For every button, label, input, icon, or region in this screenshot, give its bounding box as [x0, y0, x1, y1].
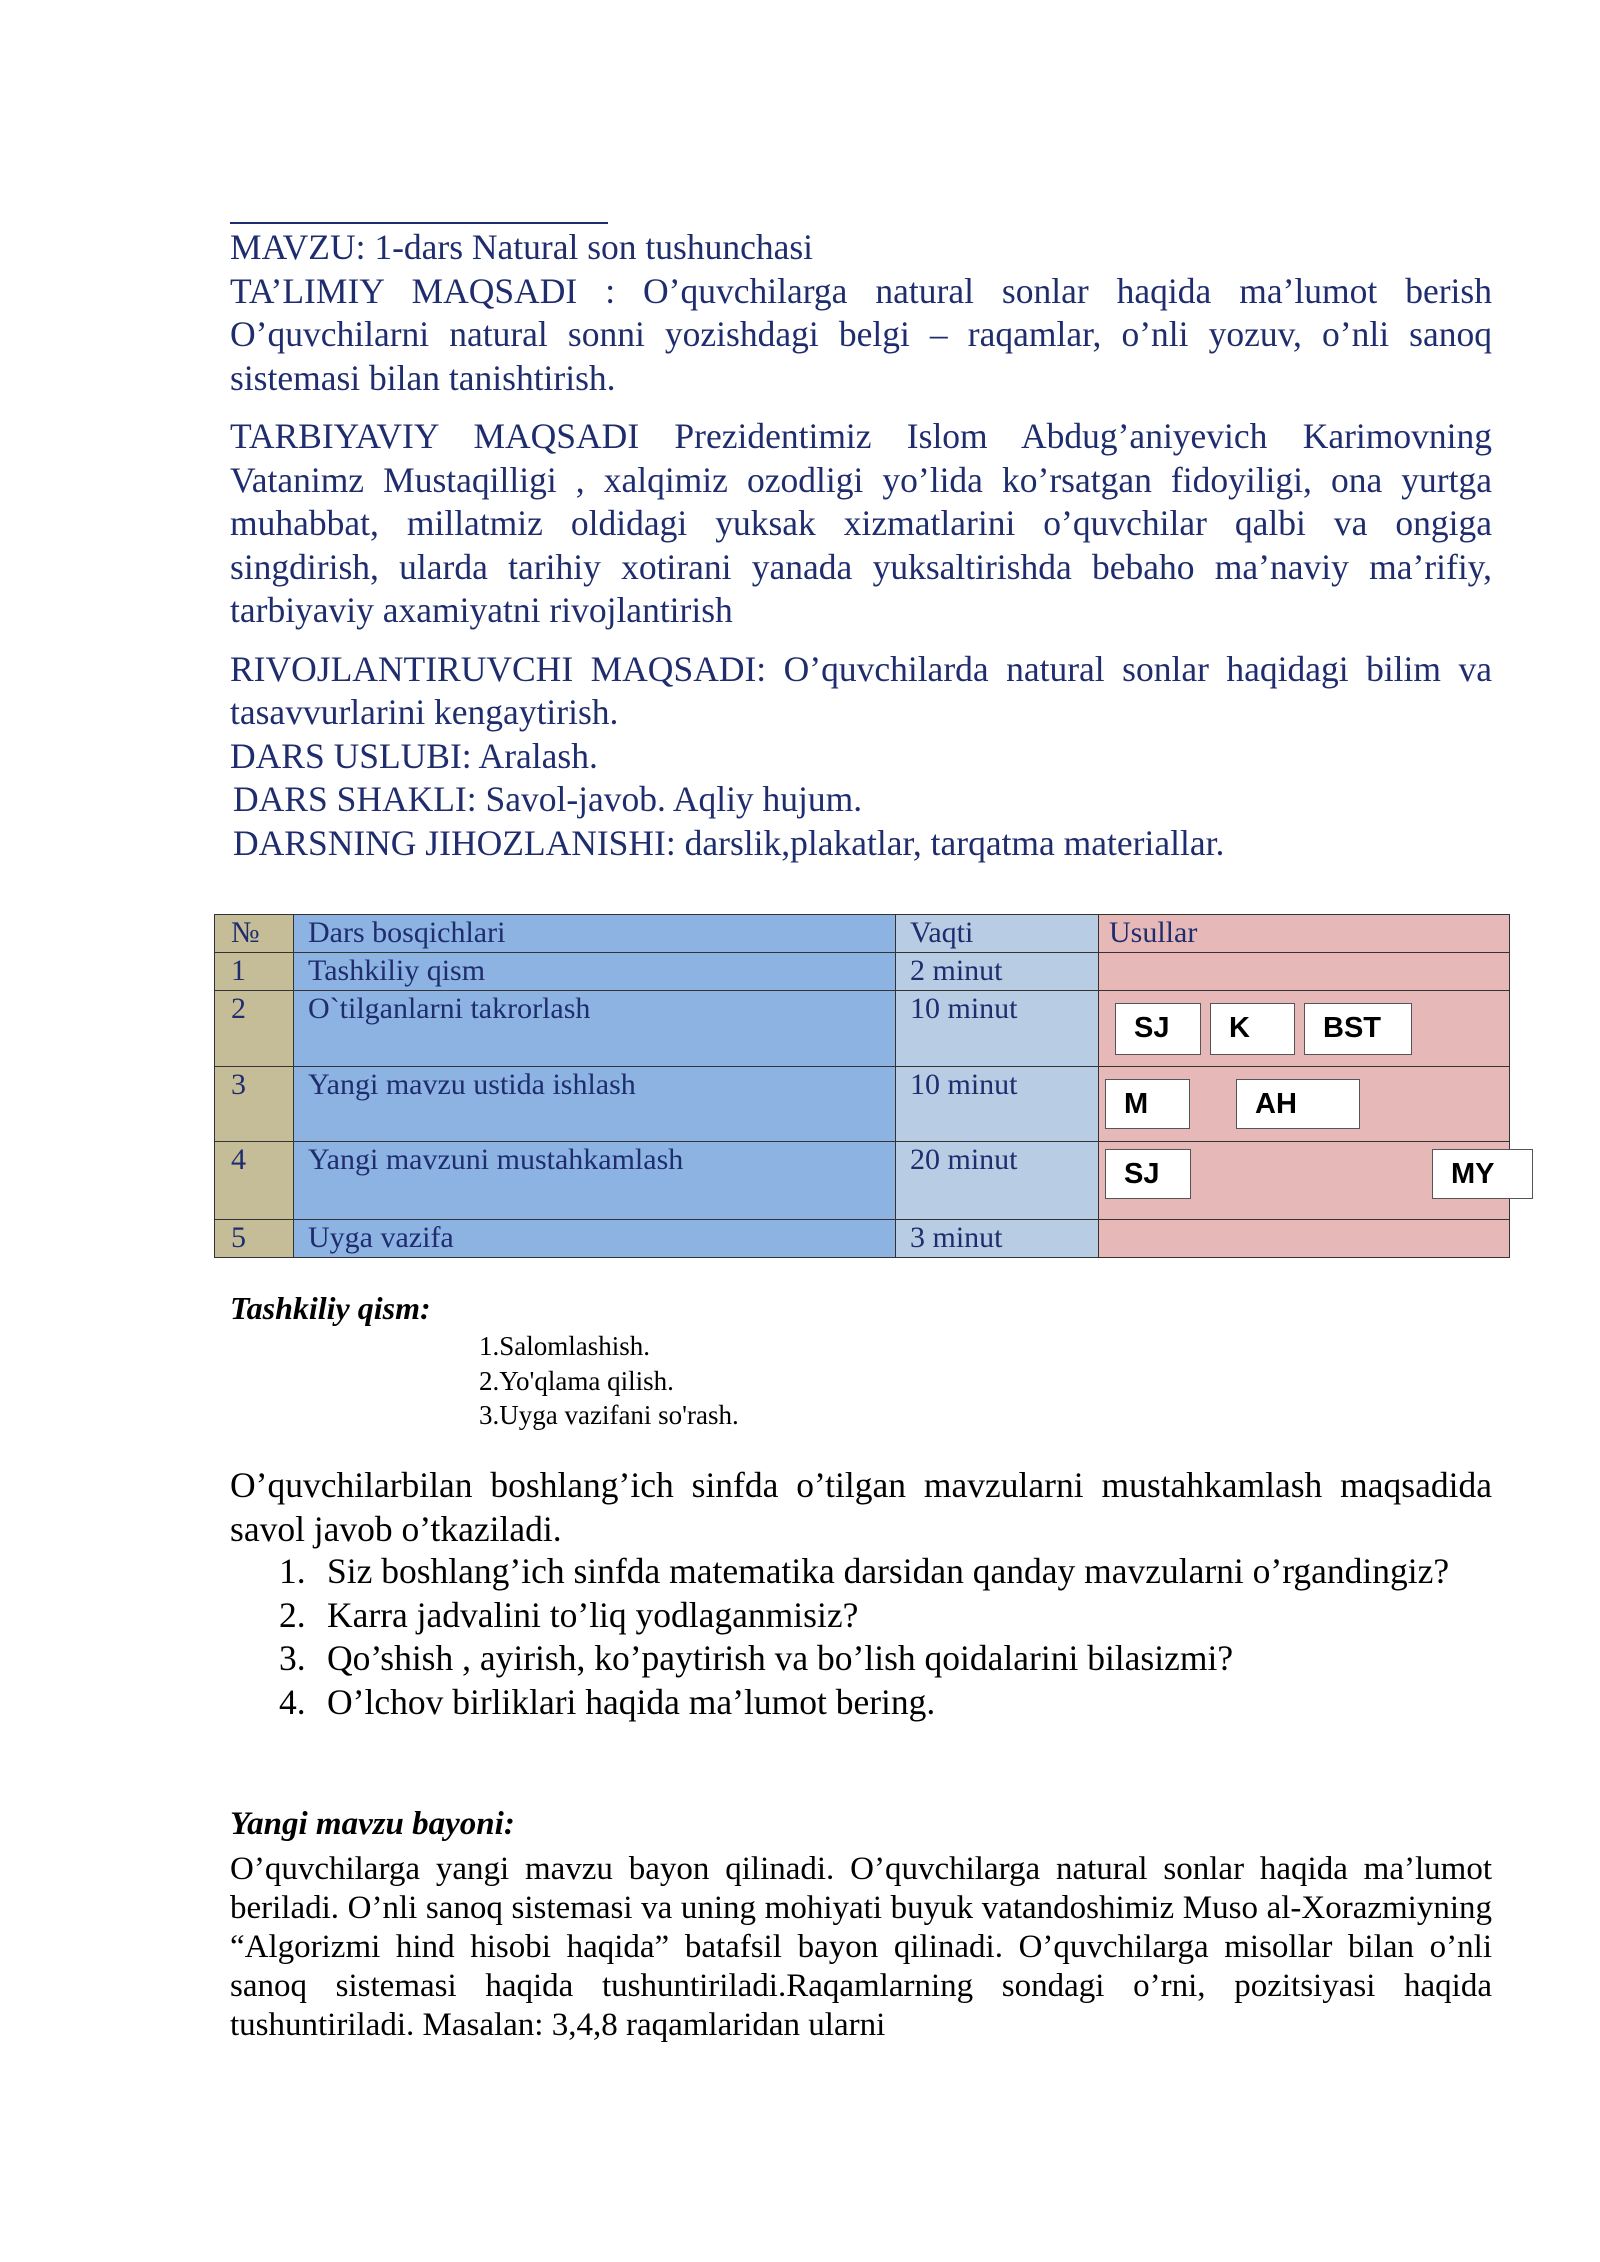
row-num: 4: [215, 1142, 294, 1220]
lesson-plan-table: [214, 914, 1510, 1258]
list-text: O’lchov birliklari haqida ma’lumot bering.: [327, 1681, 936, 1722]
row-time: 2 minut: [896, 953, 1099, 991]
question-list: [279, 1550, 1492, 1724]
list-number: 4.: [279, 1681, 306, 1722]
method-box-m: M: [1105, 1079, 1190, 1129]
method-box-k: K: [1210, 1003, 1295, 1055]
list-number: 2.: [279, 1594, 306, 1635]
header-time: Vaqti: [896, 915, 1099, 953]
list-item: 2.Yo'qlama qilish.: [479, 1365, 674, 1396]
list-text: Karra jadvalini to’liq yodlaganmisiz?: [327, 1594, 859, 1635]
intro-paragraph-block: [230, 1464, 1492, 1551]
method-box-sj: SJ: [1115, 1003, 1201, 1055]
new-topic-paragraph: O’quvchilarga yangi mavzu bayon qilinadi. O’quvchilarga natural sonlar haqida ma’lumot beriladi. O’nli sanoq sistemasi va uning mohiyati buyuk vatandoshimiz Muso al-Xorazmiyning “Algorizmi hind hisobi haqida” batafsil bayon qilinadi. O’quvchilarga misollar bilan o’nli sanoq sistemasi haqida tushuntiriladi.Raqamlarning sondagi o’rni, pozitsiyasi haqida tushuntiriladi. Masalan: 3,4,8 raqamlaridan ularni: [230, 1851, 1492, 2043]
developmental-goal: RIVOJLANTIRUVCHI MAQSADI: O’quvchilarda natural sonlar haqidagi bilim va tasavvurlarini kengaytirish.: [230, 648, 1492, 732]
lesson-method: DARS USLUBI: Aralash.: [230, 735, 598, 776]
list-item: 1.Salomlashish.: [479, 1331, 651, 1361]
row-methods: [1099, 1142, 1510, 1220]
lesson-header: [230, 226, 1492, 865]
list-item: 3.Uyga vazifani so'rash.: [479, 1400, 739, 1430]
table-header-row: [215, 915, 1510, 953]
row-stage: Tashkiliy qism: [294, 953, 896, 991]
list-text: Qo’shish , ayirish, ko’paytirish va bo’lish qoidalarini bilasizmi?: [327, 1638, 1234, 1678]
method-box-my: MY: [1432, 1149, 1533, 1199]
row-time: 3 minut: [896, 1220, 1099, 1258]
row-time: 10 minut: [896, 1067, 1099, 1142]
row-methods: [1099, 953, 1510, 991]
method-box-sj: SJ: [1105, 1149, 1191, 1199]
list-item: [279, 1594, 1492, 1638]
intro-paragraph: O’quvchilarbilan boshlang’ich sinfda o’tilgan mavzularni mustahkamlash maqsadida savol javob o’tkaziladi.: [230, 1465, 1492, 1549]
row-stage: O`tilganlarni takrorlash: [294, 991, 896, 1067]
header-num: №: [215, 915, 294, 953]
organizational-part-title: Tashkiliy qism:: [230, 1290, 431, 1326]
row-num: 5: [215, 1220, 294, 1258]
list-number: 1.: [279, 1551, 306, 1591]
list-item: [279, 1550, 1492, 1594]
new-topic-title: Yangi mavzu bayoni:: [230, 1806, 515, 1842]
list-number: 3.: [279, 1638, 306, 1678]
row-time: 20 minut: [896, 1142, 1099, 1220]
row-num: 3: [215, 1067, 294, 1142]
new-topic-block: [230, 1850, 1492, 2045]
row-stage: Yangi mavzu ustida ishlash: [294, 1067, 896, 1142]
upbringing-goal: TARBIYAVIY MAQSADI Prezidentimiz Islom Abdug’aniyevich Karimovning Vatanimz Mustaqilligi , xalqimiz ozodligi yo’lida ko’rsatgan fidoyiligi, ona yurtga muhabbat, millatmiz oldidagi yuksak xizmatlarini o’quvchilar qalbi va ongiga singdirish, ularda tarihiy xotirani yanada yuksaltirishda bebaho ma’naviy ma’rifiy, tarbiyaviy axamiyatni rivojlantirish: [230, 416, 1492, 630]
method-box-bst: BST: [1304, 1003, 1412, 1055]
table-row: [215, 953, 1510, 991]
row-methods: [1099, 1067, 1510, 1142]
row-methods: [1099, 991, 1510, 1067]
topic-line: MAVZU: 1-dars Natural son tushunchasi: [230, 227, 814, 267]
educational-goal: TA’LIMIY MAQSADI : O’quvchilarga natural sonlar haqida ma’lumot berish O’quvchilarni natural sonni yozishdagi belgi – raqamlar, o’nli yozuv, o’nli sanoq sistemasi bilan tanishtirish.: [230, 270, 1492, 398]
organizational-part-list: [479, 1329, 739, 1433]
list-item: [279, 1637, 1492, 1681]
top-rule: [230, 222, 608, 224]
table-row: [215, 991, 1510, 1067]
row-stage: Uyga vazifa: [294, 1220, 896, 1258]
row-num: 1: [215, 953, 294, 991]
table-row: [215, 1067, 1510, 1142]
lesson-form: DARS SHAKLI: Savol-javob. Aqliy hujum.: [233, 779, 863, 819]
list-item: [279, 1681, 1492, 1725]
row-time: 10 minut: [896, 991, 1099, 1067]
table-row: [215, 1220, 1510, 1258]
lesson-equipment: DARSNING JIHOZLANISHI: darslik,plakatlar, tarqatma materiallar.: [233, 822, 1225, 863]
list-text: Siz boshlang’ich sinfda matematika darsidan qanday mavzularni o’rgandingiz?: [327, 1551, 1450, 1591]
table-row: [215, 1142, 1510, 1220]
header-stages: Dars bosqichlari: [294, 915, 896, 953]
header-methods: Usullar: [1099, 915, 1510, 953]
row-stage: Yangi mavzuni mustahkamlash: [294, 1142, 896, 1220]
row-methods: [1099, 1220, 1510, 1258]
method-box-ah: AH: [1236, 1079, 1360, 1129]
row-num: 2: [215, 991, 294, 1067]
